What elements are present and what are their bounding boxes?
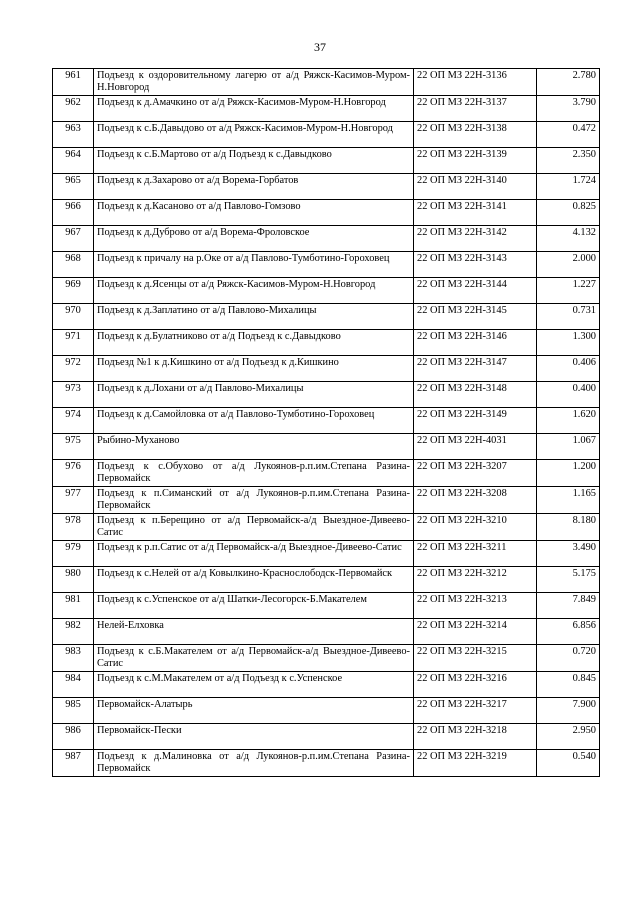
row-number-cell: 962 <box>53 96 94 122</box>
length-cell: 5.175 <box>537 567 600 593</box>
table-row <box>53 226 600 252</box>
table-row <box>53 698 600 724</box>
page-number: 37 <box>314 40 326 54</box>
road-name-cell: Подъезд к д.Самойловка от а/д Павлово-Тумботино-Гороховец <box>94 408 414 434</box>
length-cell: 1.620 <box>537 408 600 434</box>
row-number-cell: 979 <box>53 541 94 567</box>
road-name-cell: Подъезд к с.М.Макателем от а/д Подъезд к с.Успенское <box>94 672 414 698</box>
row-number-cell: 974 <box>53 408 94 434</box>
length-cell: 0.825 <box>537 200 600 226</box>
table-row <box>53 96 600 122</box>
road-id-cell: 22 ОП МЗ 22Н-3139 <box>414 148 537 174</box>
table-row <box>53 148 600 174</box>
road-id-cell: 22 ОП МЗ 22Н-3147 <box>414 356 537 382</box>
road-id-cell: 22 ОП МЗ 22Н-3136 <box>414 69 537 96</box>
row-number-cell: 983 <box>53 645 94 672</box>
road-id-cell: 22 ОП МЗ 22Н-3219 <box>414 750 537 777</box>
row-number-cell: 976 <box>53 460 94 487</box>
table-row <box>53 304 600 330</box>
length-cell: 0.720 <box>537 645 600 672</box>
road-id-cell: 22 ОП МЗ 22Н-3207 <box>414 460 537 487</box>
road-id-cell: 22 ОП МЗ 22Н-3217 <box>414 698 537 724</box>
row-number-cell: 975 <box>53 434 94 460</box>
row-number-cell: 966 <box>53 200 94 226</box>
length-cell: 4.132 <box>537 226 600 252</box>
road-name-cell: Подъезд к д.Булатниково от а/д Подъезд к с.Давыдково <box>94 330 414 356</box>
row-number-cell: 970 <box>53 304 94 330</box>
road-id-cell: 22 ОП МЗ 22Н-3140 <box>414 174 537 200</box>
row-number-cell: 963 <box>53 122 94 148</box>
table-row <box>53 278 600 304</box>
length-cell: 2.780 <box>537 69 600 96</box>
length-cell: 0.472 <box>537 122 600 148</box>
table-row <box>53 487 600 514</box>
table-row <box>53 724 600 750</box>
road-name-cell: Подъезд к д.Заплатино от а/д Павлово-Михалицы <box>94 304 414 330</box>
road-id-cell: 22 ОП МЗ 22Н-3141 <box>414 200 537 226</box>
length-cell: 7.849 <box>537 593 600 619</box>
road-id-cell: 22 ОП МЗ 22Н-3210 <box>414 514 537 541</box>
road-id-cell: 22 ОП МЗ 22Н-3142 <box>414 226 537 252</box>
table-row <box>53 174 600 200</box>
table-row <box>53 645 600 672</box>
row-number-cell: 980 <box>53 567 94 593</box>
length-cell: 2.350 <box>537 148 600 174</box>
road-id-cell: 22 ОП МЗ 22Н-3137 <box>414 96 537 122</box>
road-id-cell: 22 ОП МЗ 22Н-3218 <box>414 724 537 750</box>
length-cell: 7.900 <box>537 698 600 724</box>
length-cell: 3.490 <box>537 541 600 567</box>
road-name-cell: Подъезд к д.Дуброво от а/д Ворема-Фроловское <box>94 226 414 252</box>
length-cell: 2.950 <box>537 724 600 750</box>
row-number-cell: 977 <box>53 487 94 514</box>
road-name-cell: Подъезд к с.Б.Мартово от а/д Подъезд к с.Давыдково <box>94 148 414 174</box>
table-row <box>53 122 600 148</box>
row-number-cell: 981 <box>53 593 94 619</box>
road-name-cell: Подъезд к д.Касаново от а/д Павлово-Гомзово <box>94 200 414 226</box>
road-id-cell: 22 ОП МЗ 22Н-3149 <box>414 408 537 434</box>
row-number-cell: 965 <box>53 174 94 200</box>
road-id-cell: 22 ОП МЗ 22Н-3215 <box>414 645 537 672</box>
row-number-cell: 986 <box>53 724 94 750</box>
table-row <box>53 69 600 96</box>
row-number-cell: 969 <box>53 278 94 304</box>
road-name-cell: Подъезд к д.Лохани от а/д Павлово-Михалицы <box>94 382 414 408</box>
road-name-cell: Подъезд к с.Нелей от а/д Ковылкино-Краснослободск-Первомайск <box>94 567 414 593</box>
table-row <box>53 200 600 226</box>
row-number-cell: 987 <box>53 750 94 777</box>
road-id-cell: 22 ОП МЗ 22Н-3216 <box>414 672 537 698</box>
road-name-cell: Первомайск-Алатырь <box>94 698 414 724</box>
road-registry-table <box>52 68 600 777</box>
table-row <box>53 382 600 408</box>
length-cell: 0.540 <box>537 750 600 777</box>
road-name-cell: Подъезд к д.Захарово от а/д Ворема-Горбатов <box>94 174 414 200</box>
table-row <box>53 408 600 434</box>
road-id-cell: 22 ОП МЗ 22Н-3212 <box>414 567 537 593</box>
table-row <box>53 434 600 460</box>
road-id-cell: 22 ОП МЗ 22Н-3138 <box>414 122 537 148</box>
road-id-cell: 22 ОП МЗ 22Н-3213 <box>414 593 537 619</box>
table-row <box>53 356 600 382</box>
road-name-cell: Подъезд к д.Ясенцы от а/д Ряжск-Касимов-Муром-Н.Новгород <box>94 278 414 304</box>
road-id-cell: 22 ОП МЗ 22Н-3145 <box>414 304 537 330</box>
table-row <box>53 330 600 356</box>
row-number-cell: 968 <box>53 252 94 278</box>
row-number-cell: 973 <box>53 382 94 408</box>
row-number-cell: 982 <box>53 619 94 645</box>
road-name-cell: Подъезд к с.Успенское от а/д Шатки-Лесогорск-Б.Макателем <box>94 593 414 619</box>
length-cell: 1.165 <box>537 487 600 514</box>
length-cell: 0.731 <box>537 304 600 330</box>
length-cell: 2.000 <box>537 252 600 278</box>
road-name-cell: Подъезд к оздоровительному лагерю от а/д Ряжск-Касимов-Муром-Н.Новгород <box>94 69 414 96</box>
road-name-cell: Подъезд к р.п.Сатис от а/д Первомайск-а/д Выездное-Дивеево-Сатис <box>94 541 414 567</box>
length-cell: 0.845 <box>537 672 600 698</box>
length-cell: 8.180 <box>537 514 600 541</box>
length-cell: 3.790 <box>537 96 600 122</box>
row-number-cell: 964 <box>53 148 94 174</box>
road-name-cell: Нелей-Елховка <box>94 619 414 645</box>
road-id-cell: 22 ОП МЗ 22Н-3144 <box>414 278 537 304</box>
length-cell: 1.200 <box>537 460 600 487</box>
table-row <box>53 750 600 777</box>
length-cell: 0.406 <box>537 356 600 382</box>
road-id-cell: 22 ОП МЗ 22Н-3211 <box>414 541 537 567</box>
road-id-cell: 22 ОП МЗ 22Н-3148 <box>414 382 537 408</box>
length-cell: 1.227 <box>537 278 600 304</box>
row-number-cell: 978 <box>53 514 94 541</box>
road-id-cell: 22 ОП МЗ 22Н-3143 <box>414 252 537 278</box>
length-cell: 1.067 <box>537 434 600 460</box>
row-number-cell: 985 <box>53 698 94 724</box>
table-row <box>53 460 600 487</box>
length-cell: 1.300 <box>537 330 600 356</box>
row-number-cell: 967 <box>53 226 94 252</box>
table-row <box>53 672 600 698</box>
table-row <box>53 514 600 541</box>
road-name-cell: Подъезд к п.Симанский от а/д Лукоянов-р.п.им.Степана Разина-Первомайск <box>94 487 414 514</box>
table-body <box>53 69 600 777</box>
row-number-cell: 984 <box>53 672 94 698</box>
road-name-cell: Подъезд к д.Амачкино от а/д Ряжск-Касимов-Муром-Н.Новгород <box>94 96 414 122</box>
table-row <box>53 567 600 593</box>
road-name-cell: Подъезд к с.Б.Макателем от а/д Первомайск-а/д Выездное-Дивеево-Сатис <box>94 645 414 672</box>
length-cell: 1.724 <box>537 174 600 200</box>
row-number-cell: 961 <box>53 69 94 96</box>
road-name-cell: Подъезд к с.Обухово от а/д Лукоянов-р.п.им.Степана Разина-Первомайск <box>94 460 414 487</box>
row-number-cell: 972 <box>53 356 94 382</box>
road-name-cell: Подъезд к причалу на р.Оке от а/д Павлово-Тумботино-Гороховец <box>94 252 414 278</box>
table-row <box>53 252 600 278</box>
road-name-cell: Рыбино-Муханово <box>94 434 414 460</box>
road-id-cell: 22 ОП МЗ 22Н-4031 <box>414 434 537 460</box>
table-row <box>53 593 600 619</box>
road-name-cell: Подъезд №1 к д.Кишкино от а/д Подъезд к д.Кишкино <box>94 356 414 382</box>
length-cell: 6.856 <box>537 619 600 645</box>
road-id-cell: 22 ОП МЗ 22Н-3208 <box>414 487 537 514</box>
table-row <box>53 619 600 645</box>
row-number-cell: 971 <box>53 330 94 356</box>
road-id-cell: 22 ОП МЗ 22Н-3146 <box>414 330 537 356</box>
table-row <box>53 541 600 567</box>
length-cell: 0.400 <box>537 382 600 408</box>
road-name-cell: Подъезд к д.Малиновка от а/д Лукоянов-р.п.им.Степана Разина-Первомайск <box>94 750 414 777</box>
road-id-cell: 22 ОП МЗ 22Н-3214 <box>414 619 537 645</box>
road-name-cell: Первомайск-Пески <box>94 724 414 750</box>
road-name-cell: Подъезд к п.Берещино от а/д Первомайск-а/д Выездное-Дивеево-Сатис <box>94 514 414 541</box>
road-name-cell: Подъезд к с.Б.Давыдово от а/д Ряжск-Касимов-Муром-Н.Новгород <box>94 122 414 148</box>
